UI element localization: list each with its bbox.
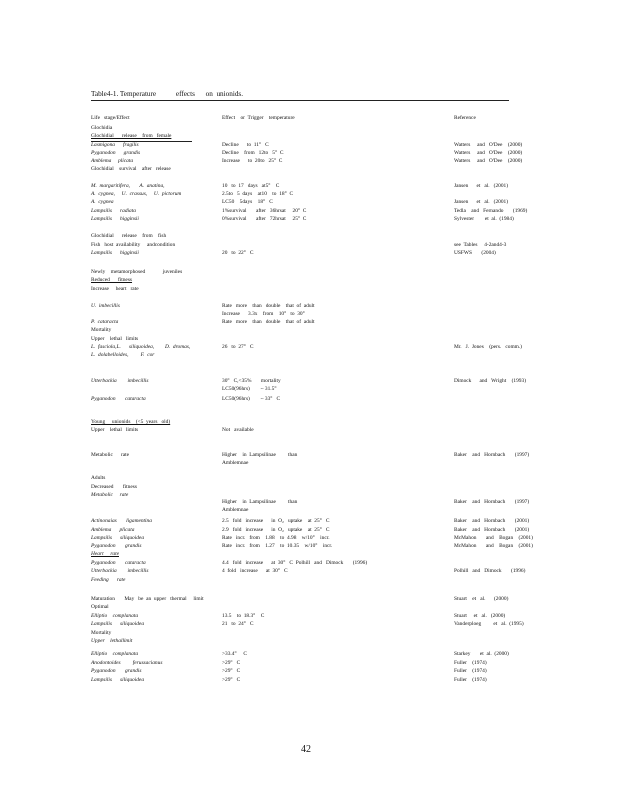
table-cell-reference: Jansen et al. (2001) bbox=[454, 183, 509, 189]
table-cell-life-stage: Adults bbox=[91, 475, 106, 481]
table-cell-life-stage: Pyganodon cataracta bbox=[91, 396, 146, 402]
table-cell-life-stage: L. dolabelloides, F. cor bbox=[91, 352, 155, 358]
table-cell-effect: LC50 5days 18° C bbox=[222, 199, 273, 205]
table-cell-effect: 21 to 24° C bbox=[222, 621, 254, 627]
title-underline bbox=[91, 100, 509, 101]
table-cell-life-stage: Young unionids (<5 years old) bbox=[91, 419, 171, 425]
table-cell-life-stage: M. margaritifera, A. anatina, bbox=[91, 183, 165, 189]
table-cell-reference: Baker and Hornbach (1997) bbox=[454, 499, 530, 505]
table-cell-effect: Rate more than double that of adult bbox=[222, 303, 315, 309]
table-cell-reference: Starkey et al. (2000) bbox=[454, 651, 509, 657]
table-cell-life-stage: Lampsilis higginsii bbox=[91, 250, 139, 256]
table-cell-life-stage: Glochidial release from female bbox=[91, 133, 172, 139]
table-cell-life-stage: Anodontoides ferussacianus bbox=[91, 660, 163, 666]
table-title: Table4-1. Temperature effects on unionids. bbox=[91, 90, 244, 98]
table-cell-effect: >29° C bbox=[222, 677, 241, 683]
table-cell-reference: Fuller (1974) bbox=[454, 668, 487, 674]
table-cell-reference: see Tables 4-2and4-3 bbox=[454, 242, 507, 248]
table-cell-life-stage: Glochidia bbox=[91, 125, 113, 131]
table-cell-reference: Dimock and Wright (1993) bbox=[454, 378, 526, 384]
table-cell-life-stage: Amblema plicata bbox=[91, 527, 135, 533]
table-cell-life-stage: Optimal bbox=[91, 604, 109, 610]
table-cell-effect: 20 to 22° C bbox=[222, 250, 254, 256]
column-header-effect: Effect or Trigger temperature bbox=[222, 115, 295, 121]
table-cell-reference: Sylvester et al. (1984) bbox=[454, 216, 514, 222]
table-cell-reference: Stuart et al. bbox=[454, 596, 486, 602]
table-cell-life-stage: Elliptio complanata bbox=[91, 651, 139, 657]
table-cell-life-stage: Actinonaias ligamentina bbox=[91, 518, 152, 524]
table-cell-effect: Decline to 11° C bbox=[222, 142, 269, 148]
table-cell-reference: Fuller (1974) bbox=[454, 660, 487, 666]
table-cell-life-stage: Pyganodon grandis bbox=[91, 150, 141, 156]
table-cell-effect: Increase to 20to 25° C bbox=[222, 158, 283, 164]
table-cell-effect: Rate incr. from 1.88 to 4.98 w/10° incr. bbox=[222, 535, 330, 541]
table-cell-reference: McMahon and Bogan (2001) bbox=[454, 543, 533, 549]
table-cell-life-stage: Glochidial release from fish bbox=[91, 233, 167, 239]
table-cell-life-stage: Upper lethal limits bbox=[91, 427, 139, 433]
table-cell-reference: Baker and Hornbach (2001) bbox=[454, 527, 530, 533]
table-cell-effect: 2.5to 5 days at10 to 18° C bbox=[222, 191, 294, 197]
table-cell-effect: Rate more than double that of adult bbox=[222, 319, 315, 325]
table-cell-life-stage: Lampsilis radiata bbox=[91, 208, 136, 214]
table-cell-life-stage: Pyganodon cataracta bbox=[91, 560, 146, 566]
table-cell-life-stage: Decreased fitness bbox=[91, 484, 137, 490]
table-cell-effect: 26 to 27° C bbox=[222, 344, 254, 350]
table-cell-life-stage: Lampsilis siliquoidea bbox=[91, 677, 145, 683]
table-cell-effect: 1%survival after 36hrsat 20° C bbox=[222, 208, 307, 214]
table-cell-reference: Vanderploeg et al. (1995) bbox=[454, 621, 524, 627]
table-cell-effect: Increase 3.3x from 10° to 30° bbox=[222, 311, 305, 317]
table-cell-reference: Fuller (1974) bbox=[454, 677, 487, 683]
table-cell-reference-year: (2000) bbox=[494, 596, 509, 602]
table-cell-life-stage: Metabolic rate bbox=[91, 492, 129, 498]
table-cell-reference: Jansen et al. (2001) bbox=[454, 199, 509, 205]
table-cell-life-stage: Elliptio complanata bbox=[91, 613, 139, 619]
table-cell-life-stage: Lasmigona fragilis bbox=[91, 142, 139, 148]
table-cell-life-stage: Lampsilis siliquoidea bbox=[91, 535, 145, 541]
table-cell-reference: Baker and Hornbach (2001) bbox=[454, 518, 530, 524]
table-cell-effect: Higher in Lampsilinae than bbox=[222, 452, 298, 458]
table-cell-life-stage: Upper lethal limits bbox=[91, 336, 139, 342]
table-cell-life-stage: Metabolic rate bbox=[91, 452, 130, 458]
table-cell-effect: Higher in Lampsilinae than bbox=[222, 499, 298, 505]
table-cell-effect: Not available bbox=[222, 427, 254, 433]
table-cell-life-stage: Maturation May be an upper thermal limit bbox=[91, 596, 204, 602]
table-cell-life-stage: A. cygnea bbox=[91, 199, 114, 205]
table-cell-effect: 13.5 to 18.3° C bbox=[222, 613, 265, 619]
table-cell-reference: Polhill and Dimock (1996) bbox=[454, 568, 526, 574]
table-cell-effect: Decline from 12to 5° C bbox=[222, 150, 284, 156]
table-cell-effect: LC50(96hrs) ~ 33° C bbox=[222, 396, 281, 402]
table-cell-effect: Amblemnae bbox=[222, 507, 249, 513]
table-cell-reference: Watters and O'Dee (2000) bbox=[454, 142, 523, 148]
table-cell-life-stage: Lampsilis siliquoidea bbox=[91, 621, 145, 627]
table-cell-effect: 2.5 fold increase in O₂ uptake at 25° C bbox=[222, 518, 330, 524]
table-cell-reference: Watters and O'Dee (2000) bbox=[454, 158, 523, 164]
table-cell-effect: >29° C bbox=[222, 668, 241, 674]
table-cell-life-stage: Pyganodon grandis bbox=[91, 668, 142, 674]
table-cell-reference: Baker and Hornbach (1997) bbox=[454, 452, 530, 458]
table-cell-reference: Stuart et al. (2000) bbox=[454, 613, 506, 619]
column-header-reference: Reference bbox=[454, 115, 476, 121]
table-cell-life-stage: Pyganodon grandis bbox=[91, 543, 142, 549]
table-cell-effect: Amblemnae bbox=[222, 460, 249, 466]
table-cell-life-stage: L. fasciola,L. siliquoidea, D. dromas, bbox=[91, 344, 191, 350]
table-cell-life-stage: Glochidial survival after release bbox=[91, 166, 171, 172]
column-header-life-stage: Life stage/Effect bbox=[91, 115, 130, 121]
table-cell-effect: >33.4° C bbox=[222, 651, 247, 657]
table-cell-life-stage: Utterbackia imbecillis bbox=[91, 568, 149, 574]
table-cell-life-stage: P. cataracta bbox=[91, 319, 119, 325]
table-cell-life-stage: Utterbackia imbecillis bbox=[91, 378, 149, 384]
table-cell-effect: 4 fold increase at 30° C bbox=[222, 568, 288, 574]
table-cell-life-stage: Increase heart rate bbox=[91, 286, 139, 292]
table-cell-life-stage: Heart rate bbox=[91, 551, 119, 557]
table-cell-life-stage: Lampsilis higginsii bbox=[91, 216, 139, 222]
table-cell-effect: LC50(96hrs) ~ 31.5° bbox=[222, 386, 277, 392]
table-cell-effect: 30° C,<35% mortality bbox=[222, 378, 281, 384]
table-cell-effect: 4.4 fold increase at 30° C Polhill and Dimock (1996) bbox=[222, 560, 368, 566]
table-cell-reference: USFWS (2004) bbox=[454, 250, 496, 256]
table-cell-effect: 10 to 17 days at5° C bbox=[222, 183, 280, 189]
table-cell-reference: McMahon and Bogan (2001) bbox=[454, 535, 533, 541]
table-cell-life-stage: Amblema plicata bbox=[91, 158, 134, 164]
table-cell-reference: Tedla and Fernando (1969) bbox=[454, 208, 528, 214]
table-cell-reference: Watters and O'Dee (2000) bbox=[454, 150, 523, 156]
table-cell-effect: 2.9 fold increase in O₂ uptake at 25° C bbox=[222, 527, 330, 533]
table-cell-life-stage: Feeding rate bbox=[91, 577, 126, 583]
table-cell-life-stage: Mortality bbox=[91, 327, 112, 333]
page-number: 42 bbox=[301, 744, 311, 755]
table-cell-life-stage: A. cygnea, U. crassus, U. pictorum bbox=[91, 191, 182, 197]
table-cell-life-stage: Fish host availability andcondition bbox=[91, 242, 176, 248]
table-cell-effect: >29° C bbox=[222, 660, 241, 666]
table-cell-effect: Rate incr. from 1.27 to 10.35 w/10° incr. bbox=[222, 543, 333, 549]
table-cell-life-stage: Upper lethallimit bbox=[91, 638, 133, 644]
table-cell-life-stage: U. imbecillis bbox=[91, 303, 120, 309]
table-cell-reference: Mr. J. Jones (pers. comm.) bbox=[454, 344, 522, 350]
table-cell-life-stage: Newly metamorphosed juveniles bbox=[91, 269, 183, 275]
table-cell-life-stage: Reduced fitness bbox=[91, 277, 133, 283]
table-cell-life-stage: Mortality bbox=[91, 630, 112, 636]
table-cell-effect: 0%survival after 72hrsat 25° C bbox=[222, 216, 307, 222]
